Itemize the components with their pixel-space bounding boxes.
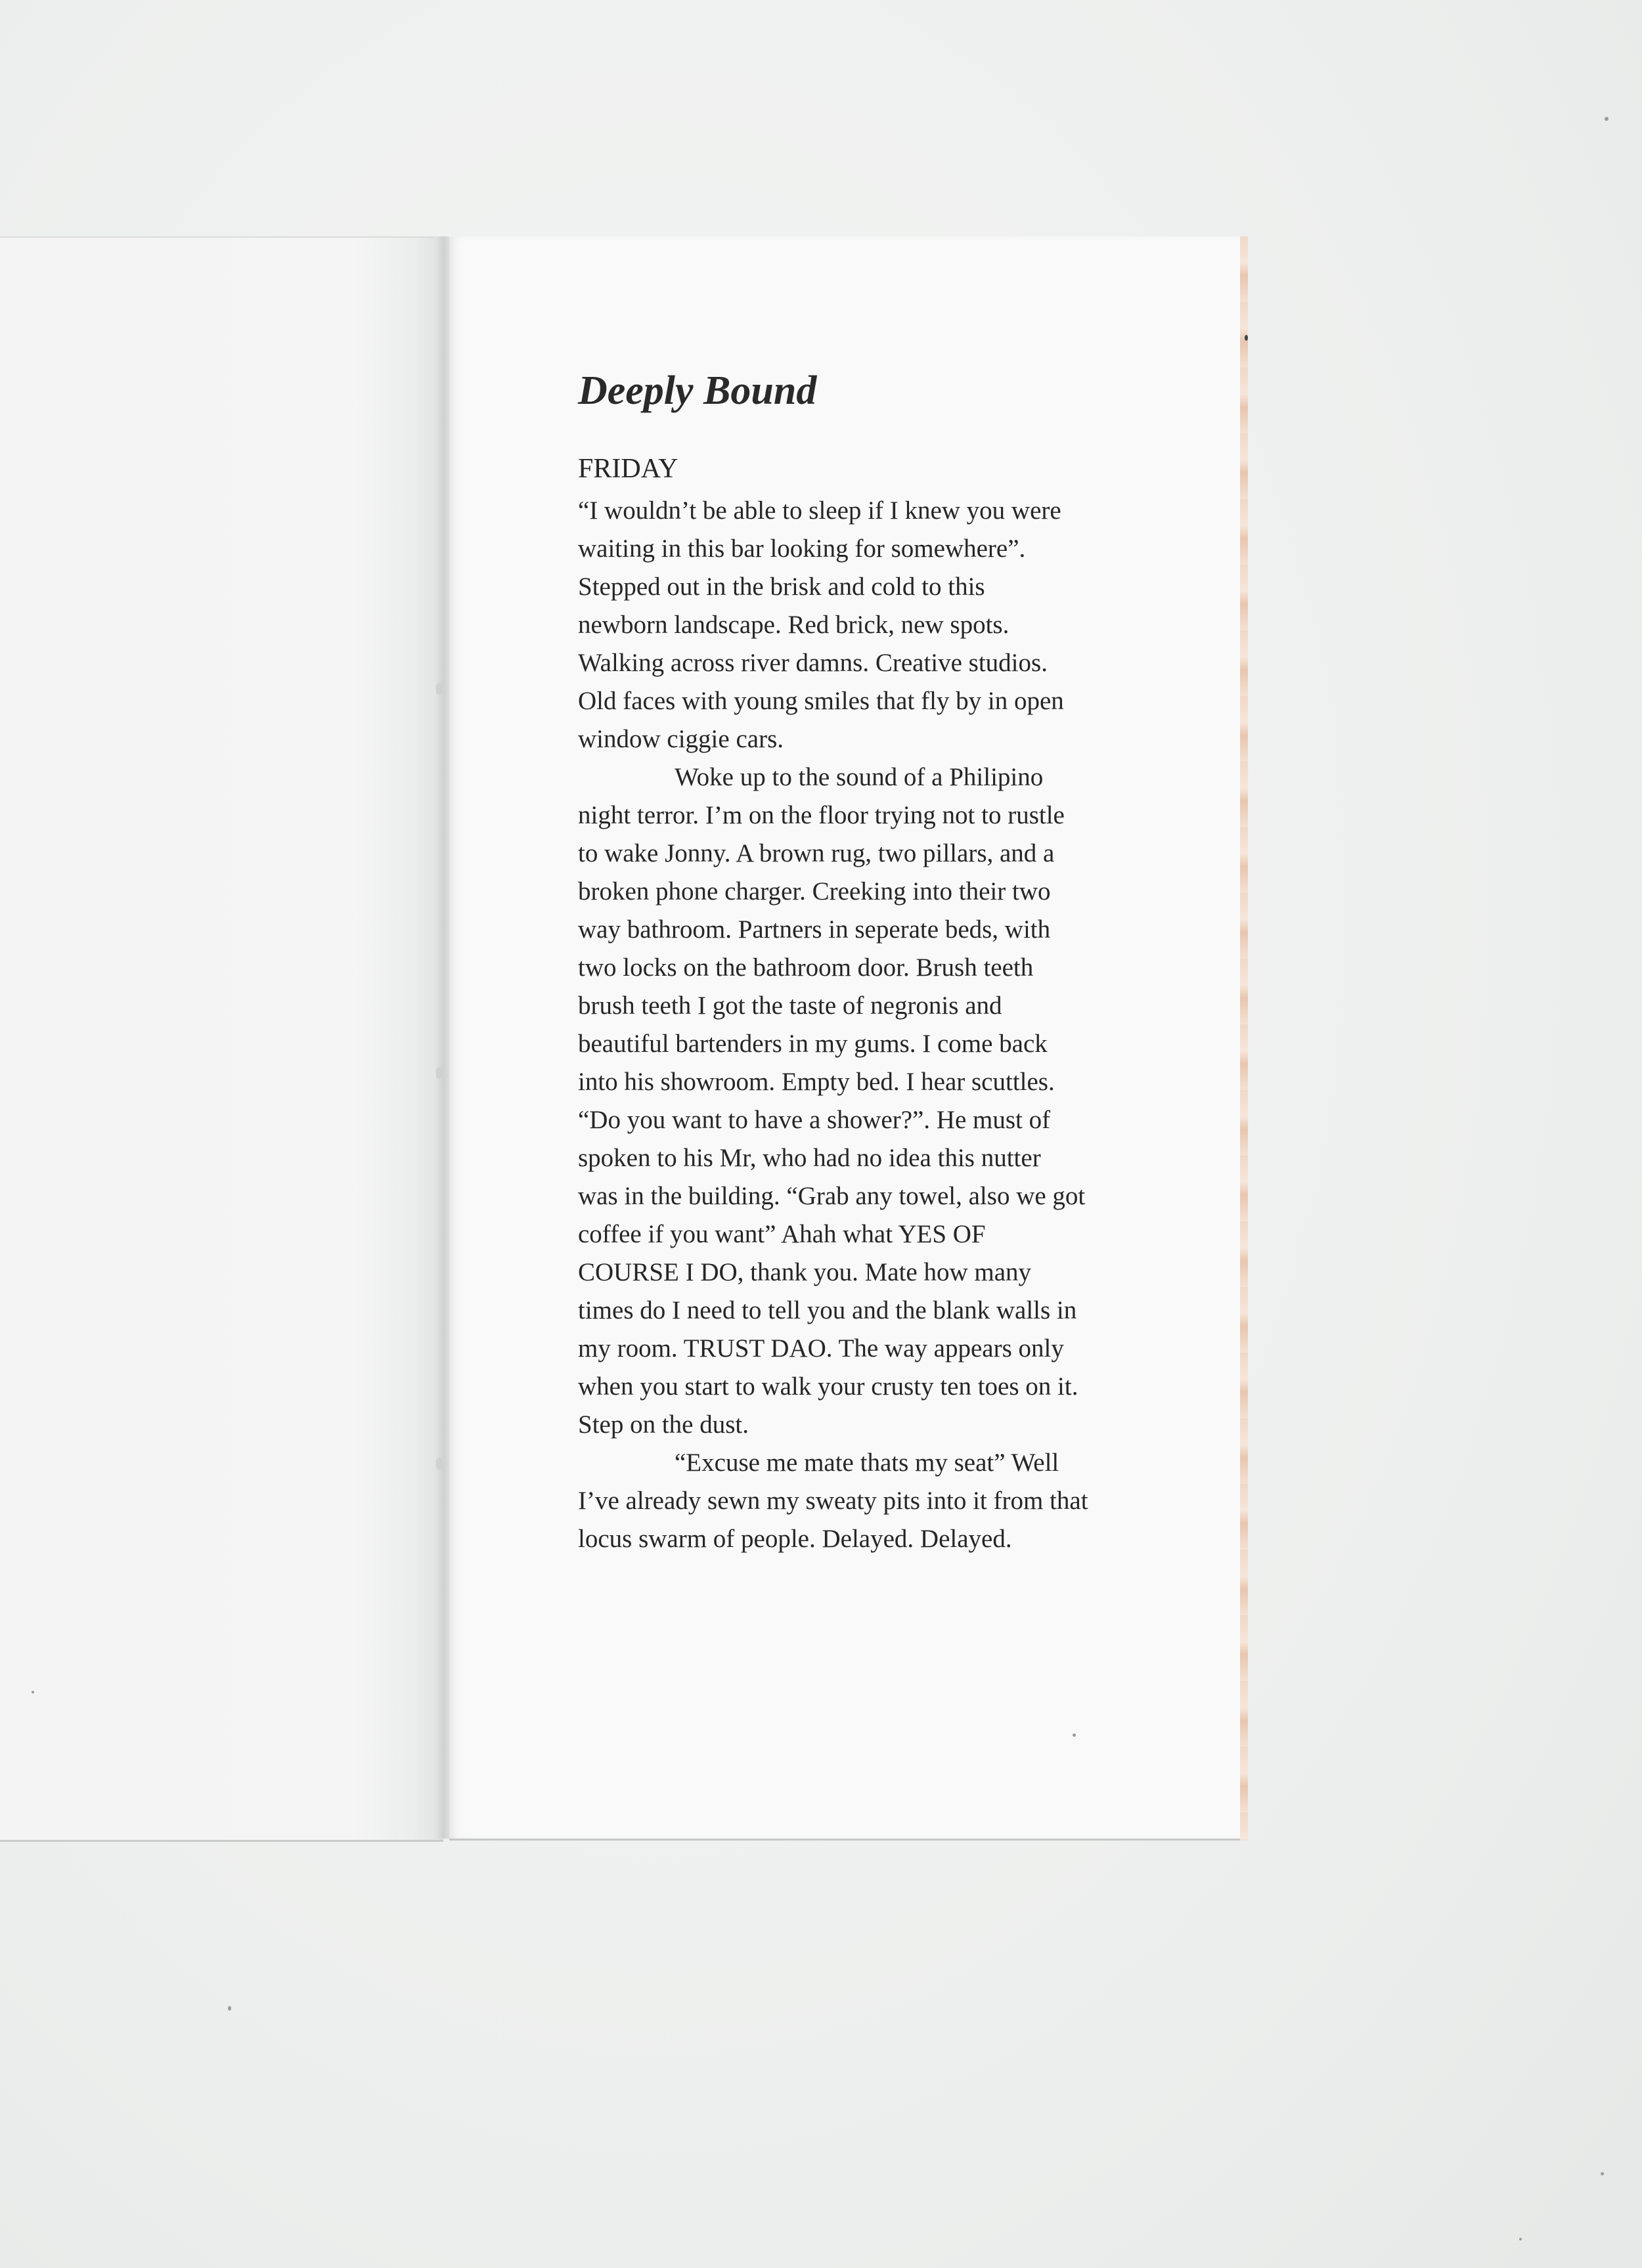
left-page bbox=[0, 236, 443, 1842]
page-text bbox=[578, 364, 1136, 1558]
text-line: newborn landscape. Red brick, new spots. bbox=[578, 611, 1010, 639]
text-line: into his showroom. Empty bed. I hear scuttles. bbox=[578, 1068, 1055, 1096]
text-line: my room. TRUST DAO. The way appears only bbox=[578, 1334, 1064, 1363]
text-line: Step on the dust. bbox=[578, 1410, 749, 1439]
text-line: night terror. I’m on the floor trying not to rustle bbox=[578, 801, 1065, 829]
text-line: when you start to walk your crusty ten toes on it. bbox=[578, 1372, 1078, 1401]
text-line: locus swarm of people. Delayed. Delayed. bbox=[578, 1525, 1012, 1553]
text-line: spoken to his Mr, who had no idea this nutter bbox=[578, 1144, 1041, 1172]
binding-stitch bbox=[436, 683, 443, 695]
text-line: broken phone charger. Creeking into their two bbox=[578, 877, 1051, 905]
text-line: “Do you want to have a shower?”. He must of bbox=[578, 1106, 1051, 1134]
scan-speck bbox=[1519, 2238, 1522, 2240]
text-line: Stepped out in the brisk and cold to this bbox=[578, 573, 985, 601]
text-line: “Excuse me mate thats my seat” Well bbox=[675, 1449, 1059, 1477]
text-line: I’ve already sewn my sweaty pits into it from that bbox=[578, 1487, 1088, 1515]
binding-stitch bbox=[436, 1458, 443, 1470]
text-line: beautiful bartenders in my gums. I come back bbox=[578, 1030, 1048, 1058]
scan-speck bbox=[228, 2006, 231, 2011]
text-line: way bathroom. Partners in seperate beds, with bbox=[578, 915, 1051, 944]
text-line: Old faces with young smiles that fly by in open bbox=[578, 687, 1064, 715]
text-line: brush teeth I got the taste of negronis and bbox=[578, 992, 1002, 1020]
text-line: COURSE I DO, thank you. Mate how many bbox=[578, 1258, 1032, 1286]
scan-speck bbox=[1605, 117, 1609, 121]
text-line: two locks on the bathroom door. Brush teeth bbox=[578, 953, 1034, 982]
text-line: to wake Jonny. A brown rug, two pillars, and a bbox=[578, 839, 1055, 867]
text-line: window ciggie cars. bbox=[578, 725, 784, 753]
scan-speck bbox=[1073, 1734, 1076, 1737]
scan-speck bbox=[32, 1691, 34, 1693]
text-line: coffee if you want” Ahah what YES OF bbox=[578, 1220, 986, 1248]
text-line: was in the building. “Grab any towel, also we got bbox=[578, 1182, 1086, 1210]
page-title: Deeply Bound bbox=[578, 368, 817, 413]
text-line: waiting in this bar looking for somewhere”. bbox=[578, 534, 1026, 563]
section-heading: FRIDAY bbox=[578, 454, 678, 484]
scan-speck bbox=[1245, 335, 1248, 341]
binding-stitch bbox=[436, 1067, 443, 1079]
scan-speck bbox=[1601, 2172, 1604, 2175]
text-line: times do I need to tell you and the blank walls in bbox=[578, 1296, 1077, 1324]
text-line: Woke up to the sound of a Philipino bbox=[675, 763, 1044, 791]
paragraph bbox=[578, 1444, 1136, 1558]
text-line: Walking across river damns. Creative studios. bbox=[578, 649, 1048, 677]
paragraph bbox=[578, 492, 1136, 758]
paragraph bbox=[578, 758, 1136, 1444]
text-line: “I wouldn’t be able to sleep if I knew you were bbox=[578, 496, 1061, 525]
page-edge bbox=[1240, 236, 1248, 1841]
